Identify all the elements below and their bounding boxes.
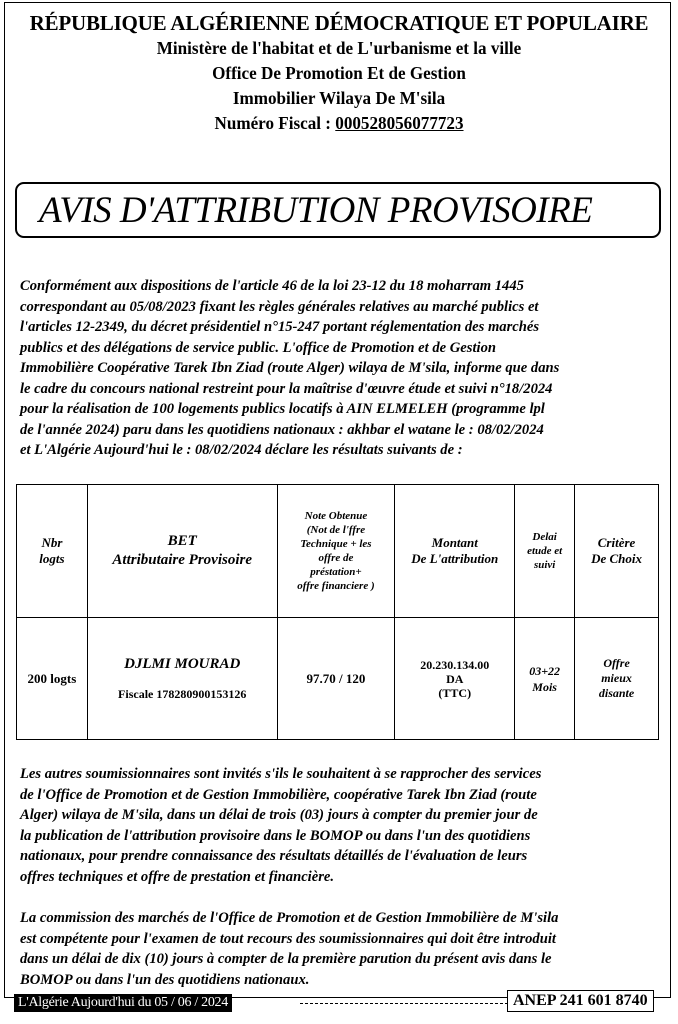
text-line: 20.230.134.00 — [420, 657, 490, 672]
fiscal-line — [17, 111, 661, 136]
title-box — [15, 182, 661, 238]
text-line: Mois — [532, 679, 557, 694]
header-critere — [575, 485, 659, 618]
text-line: BET — [167, 533, 197, 549]
text-line: de l'Office de Promotion et de Gestion Immobilière, coopérative Tarek Ibn Ziad (route — [20, 786, 537, 803]
text-line: logts — [39, 551, 65, 566]
text-line: BOMOP ou dans l'un des quotidiens nationaux. — [20, 971, 310, 988]
text-line: offre financiere ) — [297, 580, 375, 592]
text-line: Immobilière Coopérative Tarek Ibn Ziad (route Alger) wilaya de M'sila, informe que dans — [20, 360, 560, 376]
text-line: Offre — [603, 656, 630, 670]
text-line: La commission des marchés de l'Office de Promotion et de Gestion Immobilière de M'sila — [20, 910, 559, 926]
text-line: De Choix — [591, 551, 642, 566]
text-line: préstation+ — [310, 566, 362, 578]
text-line: Nbr — [41, 535, 63, 550]
text-line: Delai — [532, 531, 557, 543]
intro-paragraph — [20, 276, 660, 461]
notice-title: AVIS D'ATTRIBUTION PROVISOIRE — [39, 190, 593, 231]
text-line: nationaux, pour prendre connaissance des résultats détaillés de l'évaluation de leurs — [20, 848, 528, 864]
text-line: Attributaire Provisoire — [112, 552, 252, 568]
republic-heading: RÉPUBLIQUE ALGÉRIENNE DÉMOCRATIQUE ET POPULAIRE — [29, 11, 649, 35]
office-line-2: Immobilier Wilaya De M'sila — [232, 88, 446, 108]
fiscal-number: 000528056077723 — [335, 113, 464, 133]
text-line: Critère — [597, 535, 636, 550]
cell-bet — [87, 618, 277, 740]
header — [0, 10, 678, 136]
ministry-line: Ministère de l'habitat et de L'urbanisme et la ville — [156, 38, 522, 58]
text-line: Les autres soumissionnaires sont invités s'ils le souhaitent à se rapprocher des services — [20, 766, 542, 782]
text-line: (TTC) — [438, 685, 472, 700]
text-line: Conformément aux dispositions de l'article 46 de la loi 23-12 du 18 moharram 1445 — [20, 278, 524, 294]
attributaire-name: DJLMI MOURAD — [124, 655, 241, 672]
cell-note: 97.70 / 120 — [277, 618, 395, 740]
text-line: de l'année 2024) paru dans les quotidiens nationaux : akhbar el watane le : 08/02/2024 — [20, 421, 544, 438]
text-line: De L'attribution — [411, 551, 499, 566]
header-note — [277, 485, 395, 618]
text-line: offre de — [318, 552, 354, 564]
text-line: le cadre du concours national restreint pour la maîtrise d'œuvre étude et suivi n°18/2024 — [20, 380, 553, 397]
cell-delai — [515, 618, 575, 740]
text-line: et L'Algérie Aujourd'hui le : 08/02/2024 déclare les résultats suivants de : — [20, 442, 463, 458]
text-line: disante — [598, 686, 635, 700]
text-line: Alger) wilaya de M'sila, dans un délai de trois (03) jours à compter du premier jour de — [20, 807, 538, 823]
text-line: correspondant au 05/08/2023 fixant les règles générales relatives au marché publics et — [20, 298, 539, 315]
text-line: DA — [446, 671, 464, 686]
header-montant — [395, 485, 515, 618]
table-row — [17, 618, 659, 740]
cell-critere — [575, 618, 659, 740]
other-bidders-paragraph — [20, 764, 660, 887]
attributaire-fiscal: Fiscale 178280900153126 — [118, 686, 247, 701]
appeal-paragraph — [20, 908, 660, 990]
publication-label: L'Algérie Aujourd'hui du 05 / 06 / 2024 — [14, 994, 232, 1012]
attribution-table — [16, 484, 659, 740]
footer-divider — [300, 1003, 508, 1004]
anep-reference: ANEP 241 601 8740 — [507, 990, 654, 1012]
text-line: Montant — [431, 535, 478, 550]
office-line-1: Office De Promotion Et de Gestion — [212, 63, 466, 83]
text-line: suivi — [533, 559, 556, 571]
text-line: dans un délai de dix (10) jours à compter de la première parution du présent avis dans le — [20, 951, 552, 967]
text-line: offres techniques et offre de prestation et financière. — [20, 868, 335, 885]
text-line: (Not de l'ffre — [306, 524, 366, 536]
header-bet — [87, 485, 277, 618]
text-line: est compétente pour l'examen de tout recours des soumissionnaires qui doit être introduit — [20, 930, 556, 947]
text-line: etude et — [527, 545, 563, 557]
text-line: la publication de l'attribution provisoire dans le BOMOP ou dans l'un des quotidiens — [20, 827, 531, 844]
text-line: mieux — [601, 671, 632, 685]
header-nbr — [17, 485, 88, 618]
text-line: l'articles 12-2349, du décret présidentiel n°15-247 portant réglementation des marchés — [20, 319, 540, 335]
cell-montant — [395, 618, 515, 740]
text-line: Note Obtenue — [304, 510, 368, 522]
text-line: 03+22 — [529, 663, 561, 678]
header-delai — [515, 485, 575, 618]
text-line: pour la réalisation de 100 logements publics locatifs à AIN ELMELEH (programme lpl — [20, 401, 545, 417]
text-line: Technique + les — [300, 538, 372, 550]
table-header-row — [17, 485, 659, 618]
fiscal-label: Numéro Fiscal : — [214, 113, 336, 133]
cell-nbr: 200 logts — [17, 618, 88, 740]
text-line: publics et des délégations de service public. L'office de Promotion et de Gestion — [20, 339, 496, 356]
